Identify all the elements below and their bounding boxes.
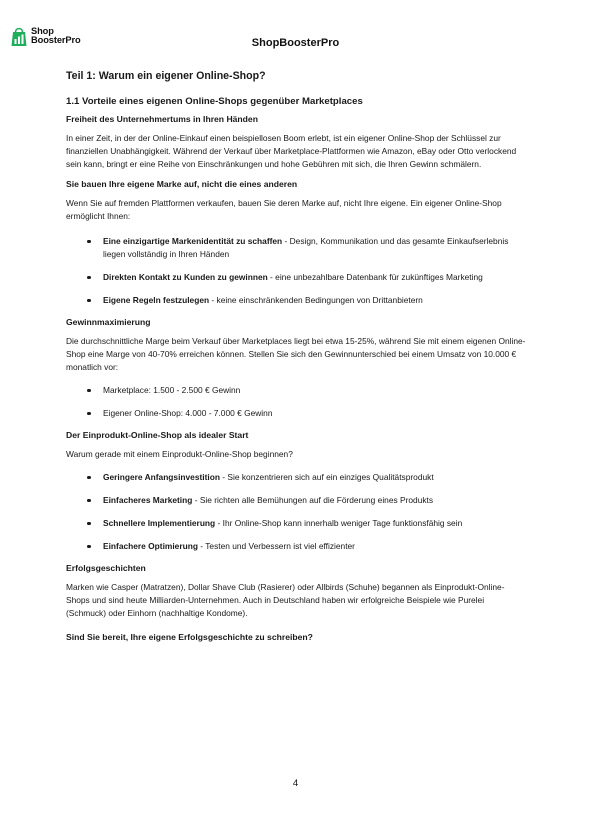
list-item: Eigener Online-Shop: 4.000 - 7.000 € Gewinn (66, 407, 526, 420)
logo-line-2: BoosterPro (31, 35, 81, 45)
page-number: 4 (292, 778, 299, 789)
heading-single-product: Der Einprodukt-Online-Shop als idealer Start (66, 430, 249, 440)
heading-profit: Gewinnmaximierung (66, 317, 151, 327)
page-content (66, 70, 526, 650)
list-item: Einfachere Optimierung - Testen und Verbessern ist viel effizienter (66, 540, 526, 553)
paragraph-freedom: In einer Zeit, in der der Online-Einkauf einen beispiellosen Boom erlebt, ist ein eigener Online-Shop der Schlüssel zur finanziellen Unabhängigkeit. Während der Verkauf über Marketplace-Plattformen wie Amazon, eBay oder Otto verlockend sein kann, bringt er eine Reihe von Einschränkungen und hohe Gebühren mit sich, die Ihren Gewinn schmälern. (66, 133, 517, 169)
list-item: Schnellere Implementierung - Ihr Online-Shop kann innerhalb weniger Tage funktionsfähig sein (66, 517, 526, 530)
closing-question: Sind Sie bereit, Ihre eigene Erfolgsgeschichte zu schreiben? (66, 632, 313, 642)
list-item: Geringere Anfangsinvestition - Sie konzentrieren sich auf ein einziges Qualitätsprodukt (66, 471, 526, 484)
list-item: Eigene Regeln festzulegen - keine einschränkenden Bedingungen von Drittanbietern (66, 294, 526, 307)
single-product-list (66, 471, 526, 553)
paragraph-success-stories: Marken wie Casper (Matratzen), Dollar Shave Club (Rasierer) oder Allbirds (Schuhe) begannen als Einprodukt-Online-Shops und sind heute Milliarden-Unternehmen. Auch in Deutschland haben wir erfolgreiche Beispiele wie Purelei (Schmuck) oder Einhorn (nachhaltige Kondome). (66, 582, 505, 618)
paragraph-single-product: Warum gerade mit einem Einprodukt-Online-Shop beginnen? (66, 449, 293, 459)
list-item: Eine einzigartige Markenidentität zu schaffen - Design, Kommunikation und das gesamte Einkaufserlebnis liegen vollständig in Ihren Händen (66, 235, 526, 261)
paragraph-own-brand: Wenn Sie auf fremden Plattformen verkaufen, bauen Sie deren Marke auf, nicht Ihre eigene. Ein eigener Online-Shop ermöglicht Ihnen: (66, 198, 502, 221)
heading-own-brand: Sie bauen Ihre eigene Marke auf, nicht die eines anderen (66, 179, 298, 189)
list-item: Direkten Kontakt zu Kunden zu gewinnen - eine unbezahlbare Datenbank für zukünftiges Marketing (66, 271, 526, 284)
heading-freedom: Freiheit des Unternehmertums in Ihren Händen (66, 114, 258, 124)
section-title: 1.1 Vorteile eines eigenen Online-Shops gegenüber Marketplaces (66, 96, 363, 107)
heading-success-stories: Erfolgsgeschichten (66, 563, 146, 573)
logo-line-1: Shop (31, 25, 54, 36)
profit-list (66, 384, 526, 420)
own-brand-list (66, 235, 526, 307)
list-item: Marketplace: 1.500 - 2.500 € Gewinn (66, 384, 526, 397)
part-title: Teil 1: Warum ein eigener Online-Shop? (66, 70, 266, 82)
paragraph-profit: Die durchschnittliche Marge beim Verkauf über Marketplaces liegt bei etwa 15-25%, während Sie mit einem eigenen Online-Shop eine Marge von 40-70% erreichen können. Stellen Sie sich den Gewinnunterschied bei einem Umsatz von 10.000 € monatlich vor: (66, 336, 526, 372)
list-item: Einfacheres Marketing - Sie richten alle Bemühungen auf die Förderung eines Produkts (66, 494, 526, 507)
document-header-title: ShopBoosterPro (251, 37, 340, 49)
